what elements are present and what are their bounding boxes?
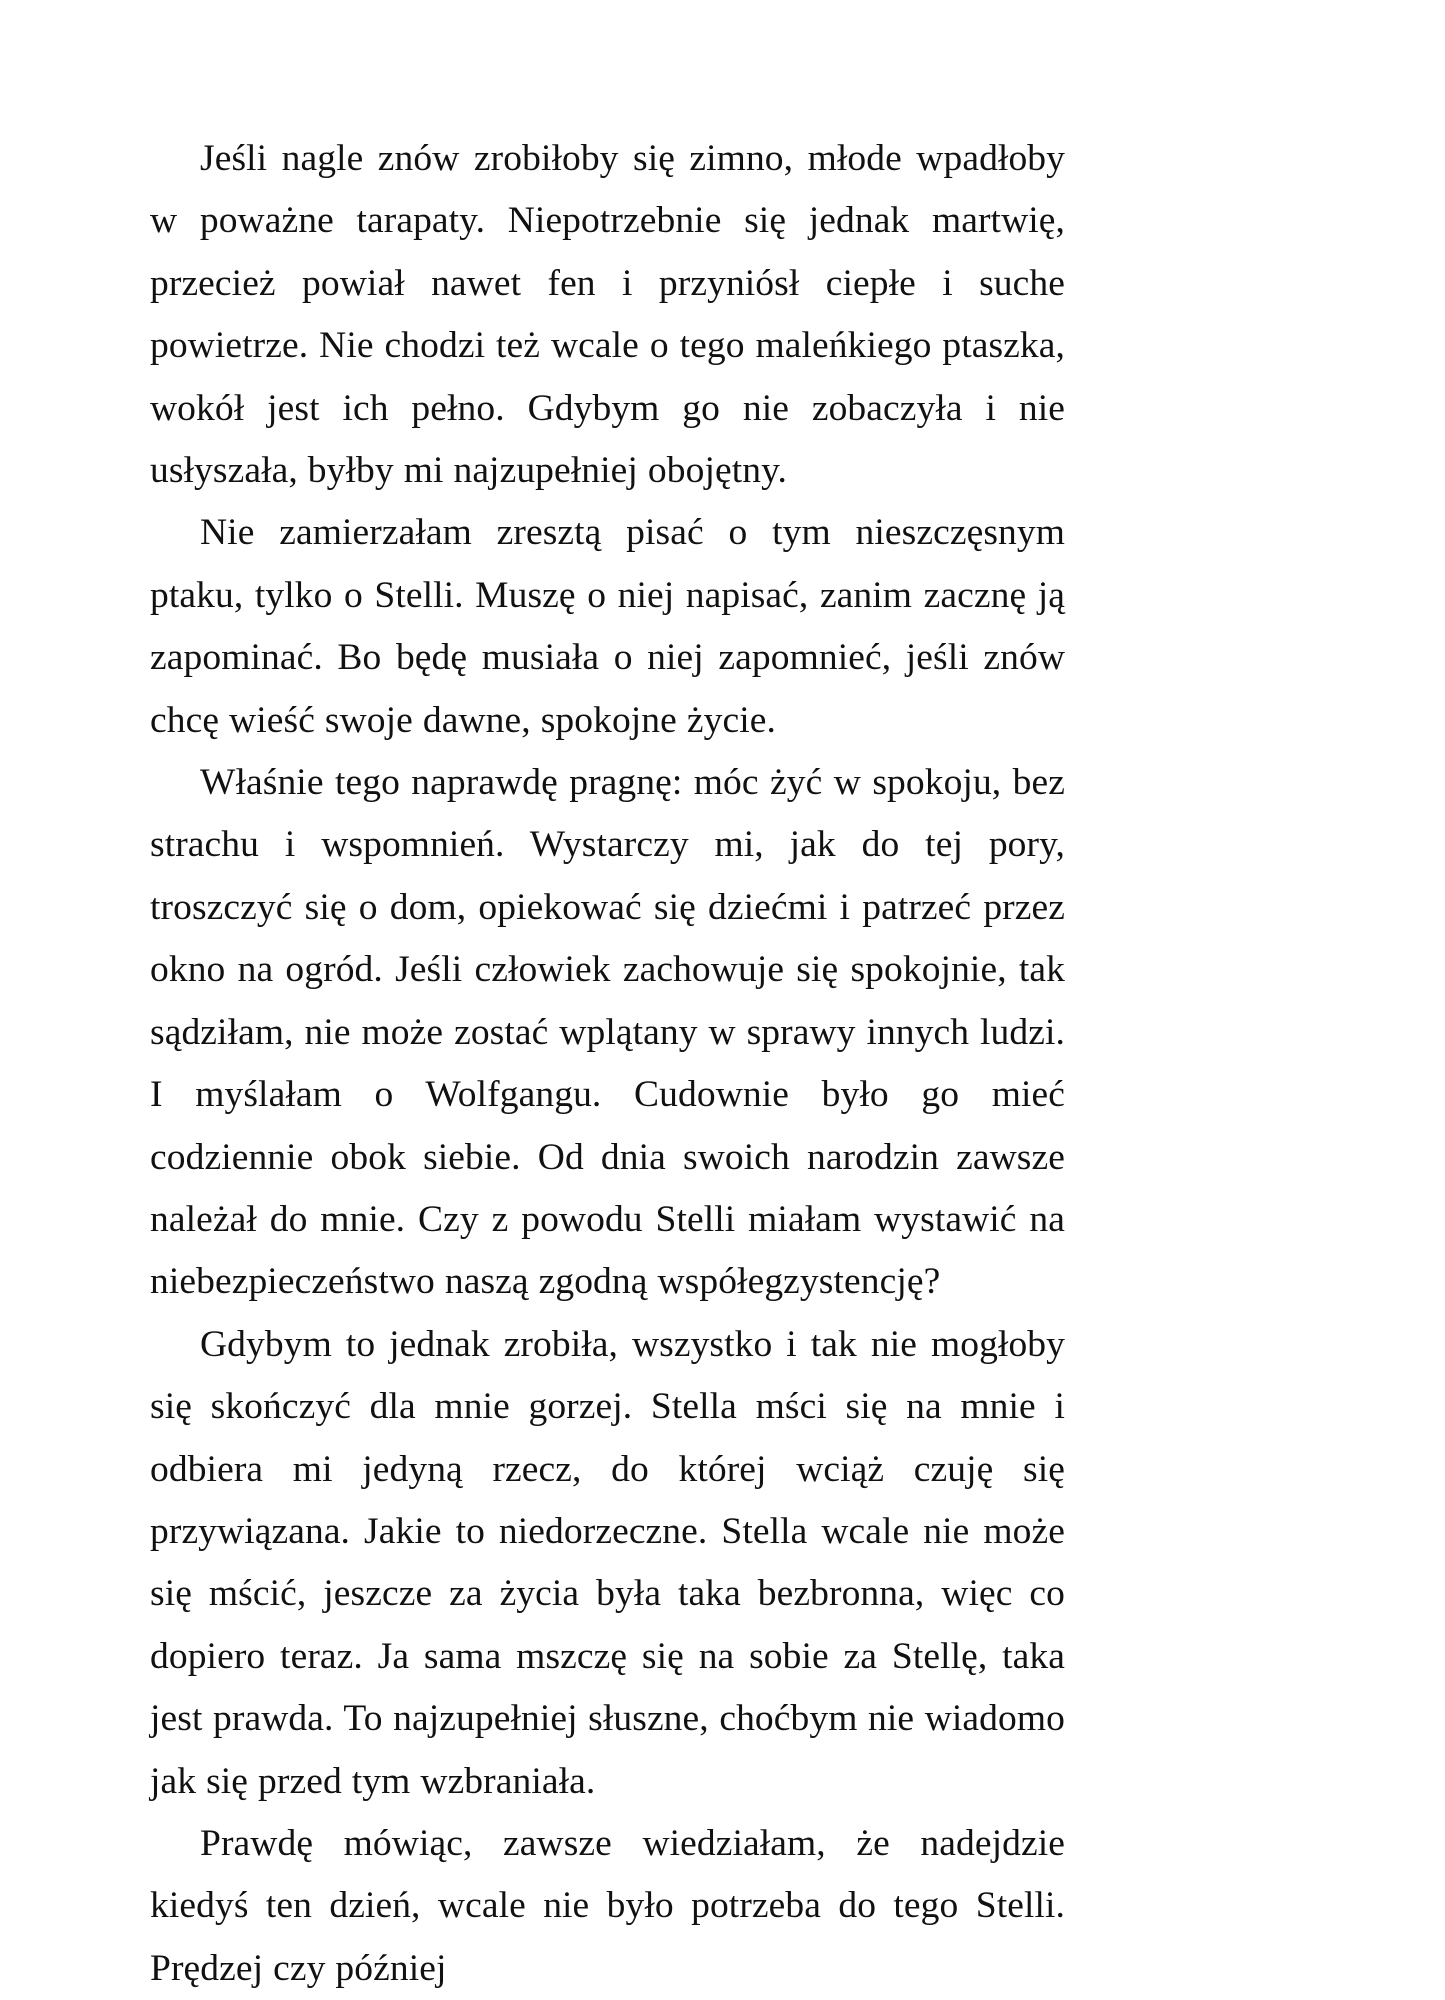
paragraph: Prawdę mówiąc, zawsze wiedziałam, że nadejdzie kiedyś ten dzień, wcale nie było potrzeba do tego Stelli. Prędzej czy później [150,1822,1065,1989]
paragraph: Jeśli nagle znów zrobiłoby się zimno, młode wpadłoby w poważne tarapaty. Niepotrzebnie się jednak martwię, przecież powiał nawet fen i przyniósł ciepłe i suche powietrze. Nie chodzi też wcale o tego maleńkiego ptaszka, wokół jest ich pełno. Gdybym go nie zobaczyła i nie usłyszała, byłby mi najzupełniej obojętny. [150,138,1065,492]
paragraph: Nie zamierzałam zresztą pisać o tym nieszczęsnym ptaku, tylko o Stelli. Muszę o niej napisać, zanim zacznę ją zapominać. Bo będę musiała o niej zapomnieć, jeśli znów chcę wieść swoje dawne, spokojne życie. [150,512,1065,741]
body-text-column [150,128,1065,2000]
paragraph: Gdybym to jednak zrobiła, wszystko i tak nie mogłoby się skończyć dla mnie gorzej. Stella mści się na mnie i odbiera mi jedyną rzecz, do której wciąż czuję się przywiązana. Jakie to niedorzeczne. Stella wcale nie może się mścić, jeszcze za życia była taka bezbronna, więc co dopiero teraz. Ja sama mszczę się na sobie za Stellę, taka jest prawda. To najzupełniej słuszne, choćbym nie wiadomo jak się przed tym wzbraniała. [150,1323,1065,1802]
paragraph: Właśnie tego naprawdę pragnę: móc żyć w spokoju, bez strachu i wspomnień. Wystarczy mi, jak do tej pory, troszczyć się o dom, opiekować się dziećmi i patrzeć przez okno na ogród. Jeśli człowiek zachowuje się spokojnie, tak sądziłam, nie może zostać wplątany w sprawy innych ludzi. I myślałam o Wolfgangu. Cudownie było go mieć codziennie obok siebie. Od dnia swoich narodzin zawsze należał do mnie. Czy z powodu Stelli miałam wystawić na niebezpieczeństwo naszą zgodną współegzystencję? [150,762,1065,1303]
